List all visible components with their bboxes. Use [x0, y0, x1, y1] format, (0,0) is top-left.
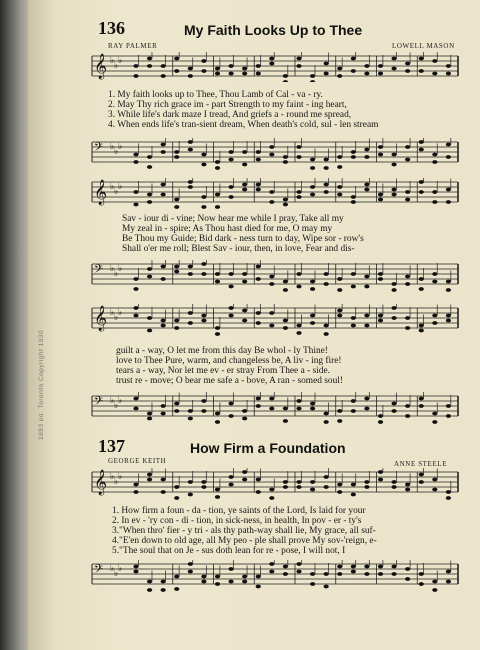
verse-line: 3. While life's dark maze I tread, And griefs a - round me spread, — [108, 110, 352, 120]
hymn-author: GEORGE KEITH — [108, 457, 167, 465]
hymn-title: My Faith Looks Up to Thee — [184, 22, 363, 38]
verse-line: 4. When ends life's tran-sient dream, When death's cold, sul - len stream — [108, 120, 379, 130]
svg-text:♭: ♭ — [114, 61, 119, 71]
verse-line: guilt a - way, O let me from this day Be whol - ly Thine! — [116, 346, 328, 356]
hymn-number: 137 — [98, 436, 125, 456]
staff-136-3-treble — [0, 304, 480, 338]
verse-line: 4."E'en down to old age, all My peo - ple shall prove My sov-'reign, e- — [112, 536, 377, 546]
svg-text:𝄢: 𝄢 — [94, 141, 104, 157]
svg-text:♭: ♭ — [110, 264, 115, 274]
hymn-composer: ANNE STEELE — [394, 460, 448, 468]
staff-136-1-treble — [0, 52, 480, 82]
svg-text:♭: ♭ — [118, 142, 123, 152]
svg-text:𝄞: 𝄞 — [94, 470, 108, 495]
verse-line: 1. How firm a foun - da - tion, ye saints of the Lord, Is laid for your — [112, 506, 366, 516]
svg-text:♭: ♭ — [110, 56, 115, 66]
staff-137-1-treble — [0, 468, 480, 500]
verse-line: Shall o'er me roll; Blest Sav - iour, then, in love, Fear and dis- — [122, 244, 355, 254]
svg-text:♭: ♭ — [118, 472, 123, 482]
svg-text:𝄞: 𝄞 — [94, 54, 108, 79]
svg-text:♭: ♭ — [118, 308, 123, 318]
svg-text:♭: ♭ — [118, 396, 123, 406]
verse-line: trust re - move; O bear me safe a - bove, A ran - somed soul! — [116, 376, 344, 386]
svg-text:𝄢: 𝄢 — [94, 263, 104, 279]
verse-line: My zeal in - spire; As Thou hast died for me, O may my — [122, 224, 333, 234]
svg-text:𝄢: 𝄢 — [94, 563, 104, 579]
svg-text:♭: ♭ — [114, 147, 119, 157]
svg-text:♭: ♭ — [114, 187, 119, 197]
verse-line: 2. In ev - 'ry con - di - tion, in sick-ness, in health, In pov - er - ty's — [112, 516, 362, 526]
hymn-title: How Firm a Foundation — [190, 440, 346, 456]
svg-text:♭: ♭ — [118, 564, 123, 574]
svg-text:♭: ♭ — [114, 569, 119, 579]
svg-text:♭: ♭ — [118, 182, 123, 192]
verse-line: 5."The soul that on Je - sus doth lean for re - pose, I will not, I — [112, 546, 346, 556]
verse-line: Sav - iour di - vine; Now hear me while I pray, Take all my — [122, 214, 344, 224]
verse-line: 1. My faith looks up to Thee, Thou Lamb of Cal - va - ry. — [108, 90, 323, 100]
verse-line: tears a - way, Nor let me ev - er stray From Thee a - side. — [116, 366, 330, 376]
svg-text:𝄞: 𝄞 — [94, 180, 108, 205]
staff-136-2-treble — [0, 178, 480, 212]
svg-text:♭: ♭ — [110, 182, 115, 192]
hymn-composer: LOWELL MASON — [392, 42, 455, 50]
svg-text:𝄢: 𝄢 — [94, 395, 104, 411]
hymn-number: 136 — [98, 18, 125, 38]
svg-text:♭: ♭ — [110, 142, 115, 152]
svg-text:♭: ♭ — [114, 477, 119, 487]
verse-line: 3."When thro' fier - y tri - als thy path-way shall lie, My grace, all suf- — [112, 526, 376, 536]
verse-line: love to Thee Pure, warm, and changeless be, A liv - ing fire! — [116, 356, 342, 366]
svg-text:♭: ♭ — [118, 264, 123, 274]
svg-text:♭: ♭ — [118, 56, 123, 66]
svg-text:♭: ♭ — [114, 401, 119, 411]
svg-text:♭: ♭ — [110, 564, 115, 574]
staff-136-2-bass — [0, 260, 480, 294]
svg-text:♭: ♭ — [114, 269, 119, 279]
staff-137-1-bass — [0, 560, 480, 594]
staff-136-1-bass — [0, 138, 480, 170]
svg-text:♭: ♭ — [114, 313, 119, 323]
verse-line: Be Thou my Guide; Bid dark - ness turn to day, Wipe sor - row's — [122, 234, 364, 244]
svg-text:♭: ♭ — [110, 472, 115, 482]
gutter-note: 1893 ed. Toronto Copyright 1930 — [38, 329, 45, 440]
svg-text:𝄞: 𝄞 — [94, 306, 108, 331]
svg-text:♭: ♭ — [110, 308, 115, 318]
svg-text:♭: ♭ — [110, 396, 115, 406]
verse-line: 2. May Thy rich grace im - part Strength to my faint - ing heart, — [108, 100, 347, 110]
hymn-author: RAY PALMER — [108, 42, 158, 50]
staff-136-3-bass — [0, 392, 480, 426]
